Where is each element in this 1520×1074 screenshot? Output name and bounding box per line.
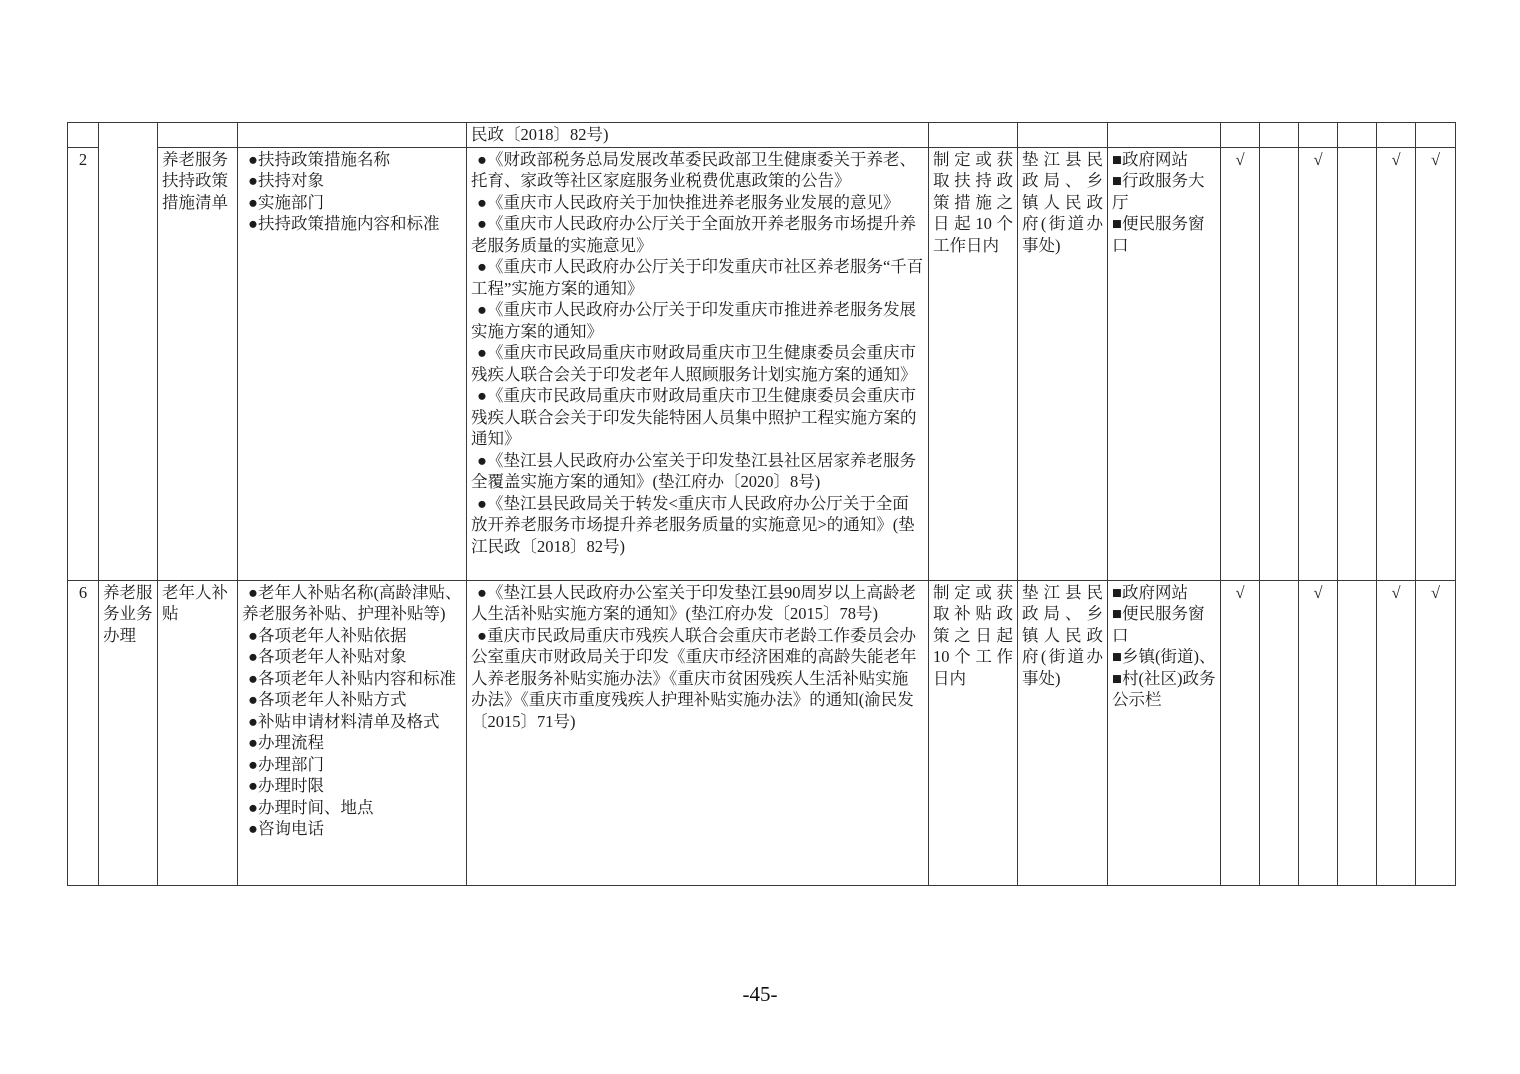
content-bullet: ●各项老年人补贴方式 [248, 690, 407, 709]
content-bullet: ●补贴申请材料清单及格式 [248, 711, 440, 731]
checkmark-cell: √ [1221, 580, 1260, 885]
channels-cell [1108, 580, 1221, 885]
content-cell [238, 147, 467, 580]
policy-bullet: ●《重庆市民政局重庆市财政局重庆市卫生健康委员会重庆市残疾人联合会关于印发老年人照顾服务计划实施方案的通知》 [471, 343, 917, 384]
responsible-org-cell: 垫江县民政局、乡镇人民政府(街道办事处) [1018, 147, 1108, 580]
channel-item: ■乡镇(街道)、■村(社区)政务公示栏 [1112, 647, 1216, 709]
checkmark-cell [1338, 147, 1377, 580]
policy-continuation-text: 民政〔2018〕82号) [471, 125, 609, 144]
content-bullet: ●老年人补贴名称(高龄津贴、养老服务补贴、护理补贴等) [242, 582, 462, 623]
item-name-cell: 养老服务扶持政策措施清单 [158, 147, 238, 580]
checkmark-cell: √ [1299, 147, 1338, 580]
content-bullet: ●各项老年人补贴内容和标准 [248, 668, 456, 688]
channel-item: ■便民服务窗口 [1112, 604, 1205, 645]
policy-bullet: ●《垫江县人民政府办公室关于印发垫江县社区居家养老服务全覆盖实施方案的通知》(垫江府办〔2020〕8号) [471, 450, 916, 491]
category-cell-merged [99, 123, 158, 581]
policy-basis-cell [467, 147, 929, 580]
disclosure-table [67, 122, 1456, 886]
checkmark-cell: √ [1299, 580, 1338, 885]
time-limit-cell: 制定或获取补贴政策之日起10个工作日内 [929, 580, 1018, 885]
responsible-org-cell: 垫江县民政局、乡镇人民政府(街道办事处) [1018, 580, 1108, 885]
policy-bullet: ●《重庆市人民政府办公厅关于印发重庆市社区养老服务“千百工程”实施方案的通知》 [471, 257, 924, 298]
channel-item: ■政府网站 [1112, 149, 1188, 169]
check-cell-empty [1299, 123, 1338, 148]
time-cell-empty [929, 123, 1018, 148]
content-bullet: ●各项老年人补贴依据 [248, 625, 407, 645]
seq-cell: 6 [68, 580, 99, 885]
item-cell-empty [158, 123, 238, 148]
channel-cell-empty [1108, 123, 1221, 148]
content-bullet: ●扶持政策措施名称 [248, 149, 390, 169]
content-bullet: ●办理时间、地点 [248, 797, 374, 817]
channel-item: ■便民服务窗口 [1112, 214, 1205, 255]
checkmark-cell [1260, 580, 1299, 885]
policy-bullet: ●《重庆市人民政府办公厅关于印发重庆市推进养老服务发展实施方案的通知》 [471, 300, 916, 341]
content-cell-empty [238, 123, 467, 148]
policy-bullet: ●《垫江县民政局关于转发<重庆市人民政府办公厅关于全面放开养老服务市场提升养老服务质量的实施意见>的通知》(垫江民政〔2018〕82号) [471, 493, 915, 556]
policy-bullet: ●《重庆市人民政府办公厅关于全面放开养老服务市场提升养老服务质量的实施意见》 [471, 214, 916, 255]
check-cell-empty [1221, 123, 1260, 148]
content-bullet: ●咨询电话 [248, 819, 324, 838]
org-cell-empty [1018, 123, 1108, 148]
table-row-6 [68, 580, 1456, 885]
checkmark-cell: √ [1416, 580, 1456, 885]
seq-cell: 2 [68, 147, 99, 580]
seq-cell-empty [68, 123, 99, 148]
policy-basis-cell [467, 580, 929, 885]
content-bullet: ●办理时限 [248, 776, 324, 795]
check-cell-empty [1338, 123, 1377, 148]
content-bullet: ●实施部门 [248, 192, 324, 212]
policy-bullet: ●重庆市民政局重庆市残疾人联合会重庆市老龄工作委员会办公室重庆市财政局关于印发《重庆市经济困难的高龄失能老年人养老服务补贴实施办法》《重庆市贫困残疾人生活补贴实施办法》《重庆市重度残疾人护理补贴实施办法》的通知(渝民发〔2015〕71号) [471, 625, 917, 731]
check-cell-empty [1377, 123, 1416, 148]
content-bullet: ●办理部门 [248, 754, 324, 774]
content-bullet: ●各项老年人补贴对象 [248, 647, 407, 666]
checkmark-cell: √ [1416, 147, 1456, 580]
table-row-2 [68, 147, 1456, 580]
check-cell-empty [1416, 123, 1456, 148]
policy-continuation-cell [467, 123, 929, 148]
policy-bullet: ●《财政部税务总局发展改革委民政部卫生健康委关于养老、托育、家政等社区家庭服务业税费优惠政策的公告》 [471, 149, 916, 190]
policy-bullet: ●《垫江县人民政府办公室关于印发垫江县90周岁以上高龄老人生活补贴实施方案的通知》(垫江府办发〔2015〕78号) [471, 582, 916, 623]
channel-item: ■行政服务大厅 [1112, 171, 1205, 212]
checkmark-cell [1338, 580, 1377, 885]
item-name-cell: 老年人补贴 [158, 580, 238, 885]
content-bullet: ●办理流程 [248, 733, 324, 752]
table-row-continuation [68, 123, 1456, 148]
checkmark-cell: √ [1221, 147, 1260, 580]
channel-item: ■政府网站 [1112, 582, 1188, 602]
policy-bullet: ●《重庆市民政局重庆市财政局重庆市卫生健康委员会重庆市残疾人联合会关于印发失能特困人员集中照护工程实施方案的通知》 [471, 386, 917, 448]
content-cell [238, 580, 467, 885]
category-cell: 养老服务业务办理 [99, 580, 158, 885]
checkmark-cell [1260, 147, 1299, 580]
policy-bullet: ●《重庆市人民政府关于加快推进养老服务业发展的意见》 [477, 192, 900, 212]
channels-cell [1108, 147, 1221, 580]
page-number: -45- [742, 982, 778, 1006]
time-limit-cell: 制定或获取扶持政策措施之日起10个工作日内 [929, 147, 1018, 580]
checkmark-cell: √ [1377, 580, 1416, 885]
check-cell-empty [1260, 123, 1299, 148]
content-bullet: ●扶持对象 [248, 171, 324, 190]
checkmark-cell: √ [1377, 147, 1416, 580]
content-bullet: ●扶持政策措施内容和标准 [248, 214, 440, 233]
